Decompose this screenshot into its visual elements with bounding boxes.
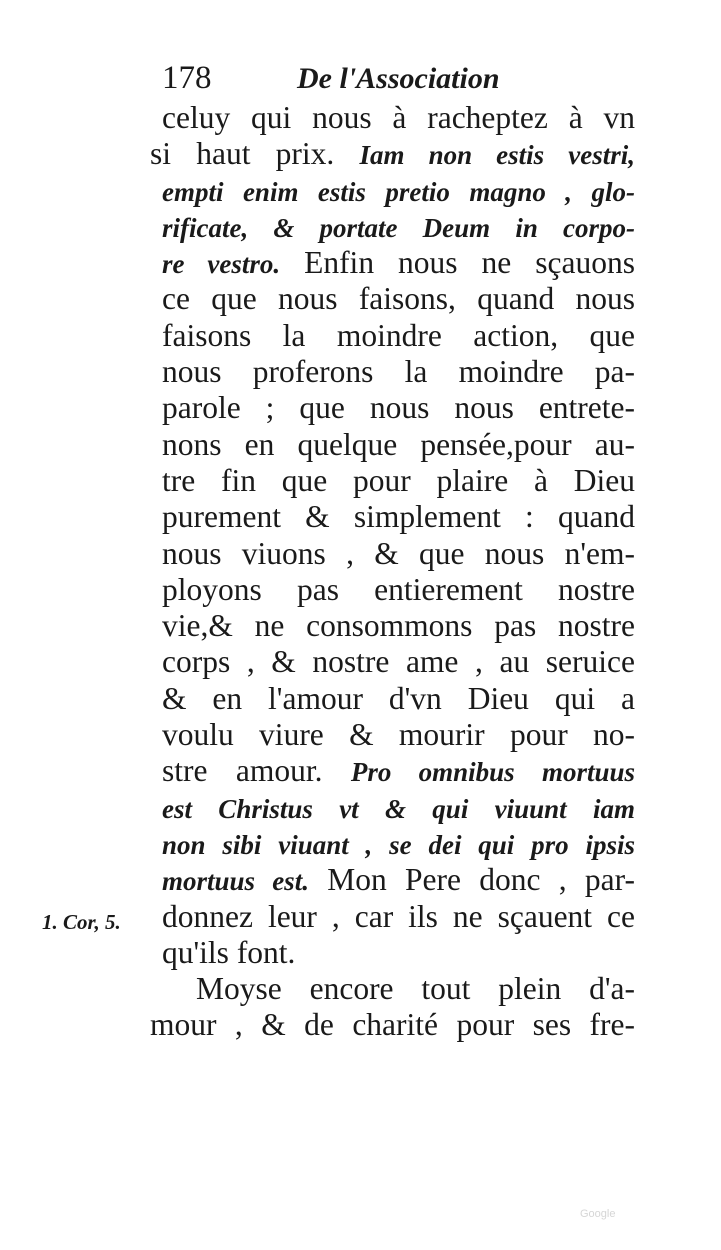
latin-quote: non sibi viuant , se dei qui pro ipsis bbox=[162, 829, 635, 860]
text-line bbox=[150, 173, 635, 209]
text-line bbox=[150, 245, 635, 281]
latin-quote: rificate, & portate Deum in corpo- bbox=[162, 212, 635, 243]
latin-quote: Pro omnibus mortuus bbox=[350, 757, 635, 788]
text-line bbox=[150, 717, 635, 753]
running-head: De l'Association bbox=[297, 62, 500, 95]
text-line bbox=[150, 790, 635, 826]
text-line bbox=[150, 826, 635, 862]
margin-note: 1. Cor, 5. bbox=[42, 910, 121, 934]
text-span: voulu viure & mourir pour no- bbox=[162, 717, 635, 753]
text-line bbox=[150, 499, 635, 535]
text-span: stre amour. bbox=[162, 753, 351, 789]
latin-quote: mortuus est. bbox=[162, 866, 309, 897]
latin-quote: empti enim estis pretio magno , glo- bbox=[162, 176, 635, 207]
text-line bbox=[150, 427, 635, 463]
text-line bbox=[150, 136, 635, 172]
text-line bbox=[150, 608, 635, 644]
text-span: tre fin que pour plaire à Dieu bbox=[162, 462, 635, 498]
page-header bbox=[162, 60, 632, 104]
text-span: donnez leur , car ils ne sçauent ce bbox=[162, 898, 635, 934]
text-line bbox=[150, 644, 635, 680]
text-span: Mon Pere donc , par- bbox=[308, 862, 635, 898]
text-line bbox=[150, 209, 635, 245]
text-span: ployons pas entierement nostre bbox=[162, 571, 635, 607]
text-line bbox=[150, 1007, 635, 1043]
text-line bbox=[150, 354, 635, 390]
text-span: parole ; que nous nous entrete- bbox=[162, 390, 635, 426]
text-span: nous viuons , & que nous n'em- bbox=[162, 535, 635, 571]
text-span: vie,& ne consommons pas nostre bbox=[162, 608, 635, 644]
text-span: nons en quelque pensée,pour au- bbox=[162, 426, 635, 462]
text-line bbox=[150, 971, 635, 1007]
text-line bbox=[150, 100, 635, 136]
text-span: Moyse encore tout plein d'a- bbox=[196, 971, 635, 1007]
text-span: celuy qui nous à racheptez à vn bbox=[162, 100, 635, 135]
text-line bbox=[150, 935, 635, 971]
text-span: faisons la moindre action, que bbox=[162, 317, 635, 353]
text-line bbox=[150, 318, 635, 354]
text-line bbox=[150, 899, 635, 935]
text-span: nous proferons la moindre pa- bbox=[162, 354, 635, 390]
latin-quote: Iam non estis vestri, bbox=[359, 140, 635, 171]
text-span: si haut prix. bbox=[150, 136, 360, 172]
text-line bbox=[150, 463, 635, 499]
text-span: purement & simplement : quand bbox=[162, 499, 635, 535]
latin-quote: est Christus vt & qui viuunt iam bbox=[162, 793, 635, 824]
text-span: & en l'amour d'vn Dieu qui a bbox=[162, 680, 635, 716]
footer-watermark: Google bbox=[580, 1208, 616, 1220]
text-span: ce que nous faisons, quand nous bbox=[162, 281, 635, 317]
text-line bbox=[150, 390, 635, 426]
text-line bbox=[150, 681, 635, 717]
page-number: 178 bbox=[162, 60, 212, 96]
text-line bbox=[150, 862, 635, 898]
text-span: corps , & nostre ame , au seruice bbox=[162, 644, 635, 680]
text-span: Enfin nous ne sçauons bbox=[280, 245, 635, 281]
text-span: qu'ils font. bbox=[162, 934, 296, 970]
body-text bbox=[150, 100, 650, 1044]
text-span: mour , & de charité pour ses fre- bbox=[150, 1007, 635, 1043]
text-line bbox=[150, 753, 635, 789]
latin-quote: re vestro. bbox=[162, 249, 281, 280]
text-line bbox=[150, 281, 635, 317]
text-line bbox=[150, 536, 635, 572]
text-line bbox=[150, 572, 635, 608]
